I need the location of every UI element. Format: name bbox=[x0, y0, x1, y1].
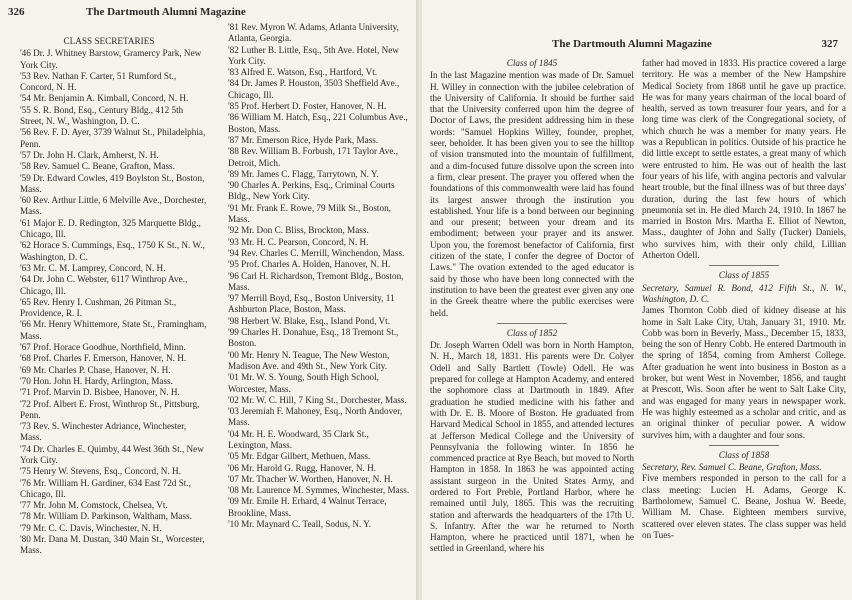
secretary-entry: '91 Mr. Frank E. Rowe, 79 Milk St., Boston, Mass. bbox=[228, 202, 391, 225]
secretary-entry: '03 Jeremiah F. Mahoney, Esq., North Andover, Mass. bbox=[228, 406, 403, 428]
secretary-entry: '02 Mr. W. C. Hill, 7 King St., Dorchester, Mass. bbox=[228, 394, 407, 405]
secretary-entry: '61 Major E. D. Redington, 325 Marquette Bldg., Chicago, Ill. bbox=[20, 217, 201, 240]
class-1858-text: Five members responded in person to the call for a class meeting: Lucien H. Adams, George K. Bartholomew, Samuel C. Beane, Joshua W. Beede, William M. Chase. Eighteen members survive, scattered over eleven states. The class supper was held on Tues- bbox=[642, 473, 846, 540]
secretary-entry: '71 Prof. Marvin D. Bisbee, Hanover, N. H. bbox=[20, 387, 180, 398]
secretary-entry: '53 Rev. Nathan F. Carter, 51 Rumford St., Concord, N. H. bbox=[20, 70, 177, 93]
secretary-entry: '01 Mr. W. S. Young, South High School, Worcester, Mass. bbox=[228, 372, 379, 394]
secretary-entry: '98 Herbert W. Blake, Esq., Island Pond, Vt. bbox=[228, 315, 390, 326]
secretary-entry: '83 Alfred E. Watson, Esq., Hartford, Vt. bbox=[228, 67, 378, 78]
secretary-entry: '74 Dr. Charles E. Quimby, 44 West 36th St., New York City. bbox=[20, 443, 204, 465]
left-page-number: 326 bbox=[8, 6, 25, 18]
secretary-entry: '00 Mr. Henry N. Teague, The New Weston, Madison Ave. and 49th St., New York City. bbox=[228, 349, 390, 371]
secretary-entry: '80 Mr. Dana M. Dustan, 340 Main St., Worcester, Mass. bbox=[20, 534, 205, 556]
class-1855-secretary: Secretary, Samuel R. Bond, 412 Fifth St., N. W., Washington, D. C. bbox=[642, 282, 846, 304]
secretary-entry: '65 Rev. Henry I. Cushman, 26 Pitman St., Providence, R. I. bbox=[20, 296, 177, 319]
secretary-entry: '88 Rev. William B. Forbush, 171 Taylor Ave., Detroit, Mich. bbox=[228, 146, 399, 168]
right-column-1 bbox=[430, 58, 634, 555]
right-page bbox=[422, 0, 852, 600]
secretary-entry: '66 Mr. Henry Whittemore, State St., Framingham, Mass. bbox=[20, 319, 207, 341]
secretary-entry: '77 Mr. John M. Comstock, Chelsea, Vt. bbox=[20, 500, 168, 511]
class-1845-heading: Class of 1845 bbox=[506, 58, 558, 68]
secretary-entry: '99 Charles H. Donahue, Esq., 18 Tremont St., Boston. bbox=[228, 327, 399, 349]
class-1852-text: Dr. Joseph Warren Odell was born in North Hampton, N. H., March 18, 1831. His parents were Dr. Colyer Odell and Sally Bartlett (Towle) Odell. He was prepared for college at Hampton Academy, and entered the sophomore class at Dartmouth in 1849. After graduation he studied medicine with his father and with Dr. E. B. Moore of Boston. He graduated from Harvard Medical School in 1855, and attended lectures at Jefferson Medical College and the University of Pennsylvania the following winter. In 1856 he commenced practice at Rye Beach, but moved to North Hampton in 1858. In 1863 he was appointed acting assistant surgeon in the United States Army, and ordered to Fort Preble, Portland Harbor, where he remained until July, 1865. This was the recruiting station and afterwards the headquarters of the 17th U. S. Infantry. After the war he returned to North Hampton, where he practiced until 1871, when he settled in Greenland, where his bbox=[430, 340, 634, 554]
class-1852-continued: father had moved in 1833. His practice covered a large territory. He was a member of the New Hampshire Medical Society from 1868 until he gave up practice. He was for many years chairman of the local board of health, served as town treasurer four years, and for a long time was clerk of the Congregational society, of which church he was a member for many years. He was a Republican in politics. Outside of his practice he did little except to settle estates, a great many of which were entrusted to him. He was out of health the last four years of his life, with angina pectoris and valvular heart trouble, but the final illness was of but three days' duration, during the last few hours of which pneumonia set in. He died March 24, 1910. In 1867 he married in Boston Mrs. Martha E. Elliot of Newton, Mass., daughter of John and Sally (Tucker) Daniels, who survives him, with their only child, Lillian Atherton Odell. bbox=[642, 58, 846, 261]
secretary-entry: '57 Dr. John H. Clark, Amherst, N. H. bbox=[20, 149, 159, 160]
secretary-entry: '84 Dr. James P. Houston, 3503 Sheffield Ave., Chicago, Ill. bbox=[228, 78, 400, 100]
class-1858-heading: Class of 1858 bbox=[718, 449, 770, 460]
right-page-number: 327 bbox=[821, 38, 838, 50]
secretary-entry: '82 Luther B. Little, Esq., 5th Ave. Hotel, New York City. bbox=[228, 44, 399, 66]
secretary-entry: '59 Dr. Edward Cowles, 419 Boylston St., Boston, Mass. bbox=[20, 172, 205, 194]
secretary-entry: '54 Mr. Benjamin A. Kimball, Concord, N. H. bbox=[20, 93, 189, 104]
secretary-entry: '89 Mr. James C. Flagg, Tarrytown, N. Y. bbox=[228, 168, 379, 179]
secretary-entry: '05 Mr. Edgar Gilbert, Methuen, Mass. bbox=[228, 451, 371, 462]
secretary-entry: '68 Prof. Charles F. Emerson, Hanover, N. H. bbox=[20, 353, 187, 364]
secretary-entry: '62 Horace S. Cummings, Esq., 1750 K St., N. W., Washington, D. C. bbox=[20, 240, 205, 262]
secretary-entry: '64 Dr. John C. Webster, 6117 Winthrop Ave., Chicago, Ill. bbox=[20, 274, 188, 296]
secretary-list-1 bbox=[10, 48, 208, 556]
secretary-entry: '76 Mr. William H. Gardiner, 634 East 72d St., Chicago, Ill. bbox=[20, 477, 191, 499]
class-1845-text: In the last Magazine mention was made of Dr. Samuel H. Willey in connection with the jubilee celebration of the University of California. It should be further said that the University conferred upon him the degree of Doctor of Laws, the president addressing him in these words: "Samuel Hopkins Willey, founder, prophet, seer, beholder. It has been given you to see the hilltop of vision transmuted into the mountain of fulfillment, and a dim-focused future dissolve upon the screen into a firm, clear present. The prayer you offered when the foundations of this commonwealth were laid has found its largest answer through the institution you established. Your life is a bond between our beginning and our present; between your dream and its embodiment; between your prayer and its answer. Upon you, the foremost benefactor of California, first citizen of the state, I confer the degree of Doctor of Laws." The ovation extended to the aged educator is said by those who have been long connected with the institution to have been the greatest ever given any one in the Greek theatre where the public exercises were held. bbox=[430, 70, 634, 318]
secretary-list-2 bbox=[218, 22, 410, 530]
secretary-entry: '73 Rev. S. Winchester Adriance, Winchester, Mass. bbox=[20, 421, 187, 443]
secretary-entry: '07 Mr. Thacher W. Worthen, Hanover, N. H. bbox=[228, 473, 393, 484]
class-secretaries-column-1 bbox=[10, 36, 208, 557]
secretary-entry: '87 Mr. Emerson Rice, Hyde Park, Mass. bbox=[228, 134, 379, 145]
left-running-head bbox=[8, 6, 408, 18]
secretary-entry: '08 Mr. Laurence M. Symmes, Winchester, Mass. bbox=[228, 485, 410, 496]
secretary-entry: '86 William M. Hatch, Esq., 221 Columbus Ave., Boston, Mass. bbox=[228, 112, 408, 134]
secretary-entry: '92 Mr. Don C. Bliss, Brockton, Mass. bbox=[228, 225, 369, 236]
secretary-entry: '69 Mr. Charles P. Chase, Hanover, N. H. bbox=[20, 364, 171, 375]
secretary-entry: '56 Rev. F. D. Ayer, 3739 Walnut St., Philadelphia, Penn. bbox=[20, 127, 206, 149]
secretary-entry: '94 Rev. Charles C. Merrill, Winchendon, Mass. bbox=[228, 247, 405, 258]
secretary-entry: '79 Mr. C. C. Davis, Winchester, N. H. bbox=[20, 522, 162, 533]
secretary-entry: '10 Mr. Maynard C. Teall, Sodus, N. Y. bbox=[228, 519, 371, 530]
divider bbox=[709, 265, 779, 266]
secretary-entry: '70 Hon. John H. Hardy, Arlington, Mass. bbox=[20, 375, 173, 386]
secretary-entry: '58 Rev. Samuel C. Beane, Grafton, Mass. bbox=[20, 161, 175, 172]
secretary-entry: '67 Prof. Horace Goodhue, Northfield, Minn. bbox=[20, 342, 186, 353]
section-title: CLASS SECRETARIES bbox=[63, 36, 155, 46]
secretary-entry: '72 Prof. Albert E. Frost, Winthrop St., Pittsburg, Penn. bbox=[20, 398, 200, 420]
divider bbox=[709, 445, 779, 446]
secretary-entry: '04 Mr. H. E. Woodward, 35 Clark St., Lexington, Mass. bbox=[228, 428, 369, 450]
class-1852-heading: Class of 1852 bbox=[506, 327, 558, 338]
secretary-entry: '78 Mr. William D. Parkinson, Waltham, Mass. bbox=[20, 511, 192, 522]
secretary-entry: '75 Henry W. Stevens, Esq., Concord, N. H. bbox=[20, 466, 181, 477]
right-column-2 bbox=[642, 58, 846, 541]
secretary-entry: '81 Rev. Myron W. Adams, Atlanta University, Atlanta, Georgia. bbox=[228, 22, 399, 44]
secretary-entry: '63 Mr. C. M. Lamprey, Concord, N. H. bbox=[20, 262, 166, 273]
secretary-entry: '95 Prof. Charles A. Holden, Hanover, N. H. bbox=[228, 259, 391, 270]
secretary-entry: '93 Mr. H. C. Pearson, Concord, N. H. bbox=[228, 236, 369, 247]
left-magazine-title: The Dartmouth Alumni Magazine bbox=[86, 6, 246, 18]
secretary-entry: '55 S. R. Bond, Esq., Century Bldg., 412 5th Street, N. W., Washington, D. C. bbox=[20, 104, 184, 127]
right-magazine-title: The Dartmouth Alumni Magazine bbox=[552, 38, 712, 50]
secretary-entry: '90 Charles A. Perkins, Esq., Criminal Courts Bldg., New York City. bbox=[228, 180, 395, 202]
secretary-entry: '60 Rev. Arthur Little, 6 Melville Ave., Dorchester, Mass. bbox=[20, 195, 207, 217]
right-running-head bbox=[552, 38, 842, 50]
secretary-entry: '46 Dr. J. Whitney Barstow, Gramercy Park, New York City. bbox=[20, 48, 202, 70]
class-secretaries-column-2 bbox=[218, 22, 410, 530]
secretary-entry: '96 Carl H. Richardson, Tremont Bldg., Boston, Mass. bbox=[228, 270, 404, 292]
secretary-entry: '06 Mr. Harold G. Rugg, Hanover, N. H. bbox=[228, 462, 377, 473]
secretary-entry: '09 Mr. Emile H. Erhard, 4 Walnut Terrace, Brookline, Mass. bbox=[228, 496, 387, 518]
class-1855-heading: Class of 1855 bbox=[718, 270, 770, 281]
left-page bbox=[0, 0, 418, 600]
secretary-entry: '97 Merrill Boyd, Esq., Boston University, 11 Ashburton Place, Boston, Mass. bbox=[228, 293, 395, 315]
class-1855-text: James Thornton Cobb died of kidney disease at his home in Salt Lake City, Utah, January 31, 1910. Mr. Cobb was born in Beverly, Mass., December 15, 1833, being the son of Henry Cobb. He entered Dartmouth in the spring of 1854, coming from Amherst College. After graduation he went into business in Boston as a broker, but went West in November, 1856, and taught at Prescott, Wis. Soon after he went to Salt Lake City, and was engaged for many years in newspaper work. He was highly esteemed as a scholar and critic, and as an original thinker of peculiar power. A widow survives him, with a daughter and four sons. bbox=[642, 305, 846, 440]
class-1858-secretary: Secretary, Rev. Samuel C. Beane, Grafton, Mass. bbox=[642, 462, 822, 473]
secretary-entry: '85 Prof. Herbert D. Foster, Hanover, N. H. bbox=[228, 101, 387, 112]
divider bbox=[497, 323, 567, 324]
